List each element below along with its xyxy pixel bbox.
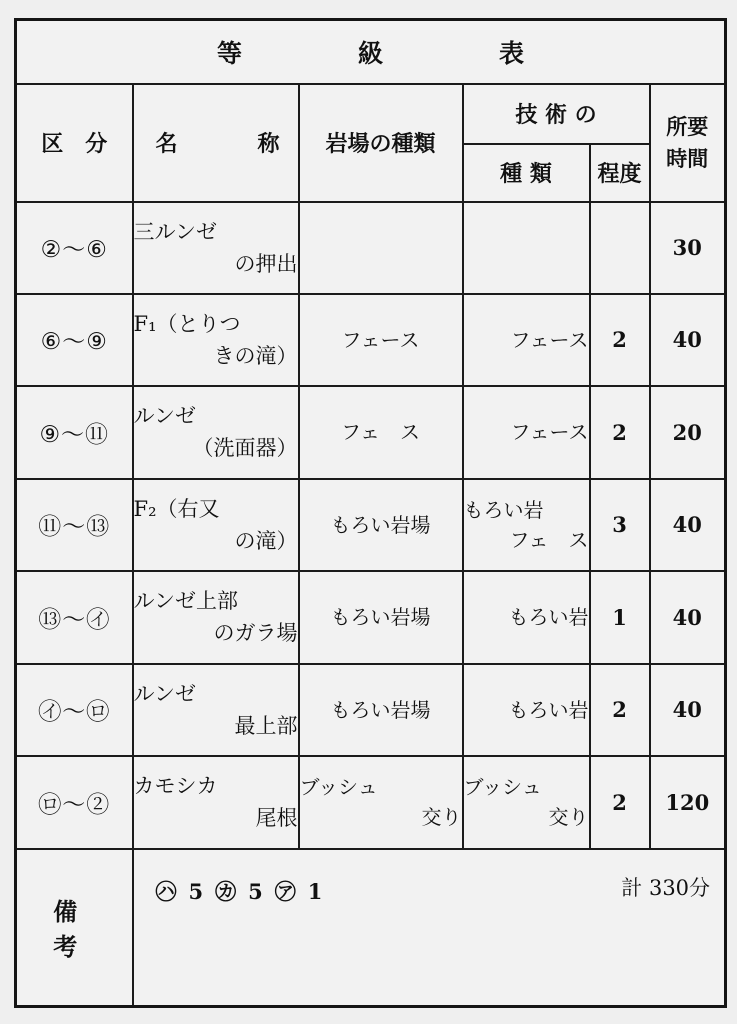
- table-row: [16, 756, 726, 849]
- table-title: [16, 20, 726, 84]
- header-name-left: 名: [155, 131, 178, 157]
- section-cell: ㋑〜㋺: [16, 664, 133, 756]
- degree-cell: [590, 202, 650, 294]
- section-cell: ㋺〜②: [16, 756, 133, 849]
- remarks-label: 備 考: [16, 849, 133, 1007]
- tech-type-cell: もろい岩: [463, 571, 590, 664]
- table-row: [16, 479, 726, 571]
- section-cell: ⑬〜㋑: [16, 571, 133, 664]
- section-cell: ⑥〜⑨: [16, 294, 133, 386]
- name-cell: ルンゼ 最上部: [133, 664, 299, 756]
- table-row: [16, 386, 726, 479]
- rock-type-cell: もろい岩場: [299, 479, 463, 571]
- grade-table: [14, 18, 727, 1008]
- degree-cell: 2: [590, 386, 650, 479]
- section-cell: ⑪〜⑬: [16, 479, 133, 571]
- tech-type-cell: ブッシュ 交り: [463, 756, 590, 849]
- tech-type-cell: もろい岩 フェ ス: [463, 479, 590, 571]
- time-cell: 30: [650, 202, 726, 294]
- header-time: [650, 84, 726, 202]
- total-time: 計 330分: [621, 875, 711, 900]
- title-char: 等: [217, 38, 243, 68]
- remark-mark: ㋩: [155, 878, 177, 904]
- name-cell: ルンゼ上部 のガラ場: [133, 571, 299, 664]
- title-char: 表: [499, 38, 525, 68]
- tech-type-cell: [463, 202, 590, 294]
- name-cell: ルンゼ （洗面器）: [133, 386, 299, 479]
- name-cell: F₁（とりつ きの滝）: [133, 294, 299, 386]
- header-name: [133, 84, 299, 202]
- tech-type-cell: フェース: [463, 386, 590, 479]
- name-cell: 三ルンゼ の押出: [133, 202, 299, 294]
- remarks-row: [16, 849, 726, 1007]
- table-row: [16, 664, 726, 756]
- name-cell: F₂（右又 の滝）: [133, 479, 299, 571]
- remark-value: 5: [248, 878, 263, 904]
- time-cell: 40: [650, 479, 726, 571]
- table-row: [16, 202, 726, 294]
- remark-value: 5: [188, 878, 204, 904]
- title-char: 級: [358, 38, 384, 68]
- header-technique: 技 術 の: [463, 84, 650, 144]
- time-cell: 40: [650, 664, 726, 756]
- tech-type-cell: もろい岩: [463, 664, 590, 756]
- rock-type-cell: フェース: [299, 294, 463, 386]
- degree-cell: 1: [590, 571, 650, 664]
- rock-type-cell: もろい岩場: [299, 571, 463, 664]
- remarks-cell: [133, 849, 726, 1007]
- degree-cell: 2: [590, 664, 650, 756]
- remark-mark: ㋐: [274, 878, 296, 904]
- rock-type-cell: [299, 202, 463, 294]
- name-cell: カモシカ 尾根: [133, 756, 299, 849]
- time-cell: 40: [650, 294, 726, 386]
- time-cell: 20: [650, 386, 726, 479]
- degree-cell: 2: [590, 756, 650, 849]
- section-cell: ⑨〜⑪: [16, 386, 133, 479]
- remark-mark: ㋕: [215, 878, 237, 904]
- header-time-line2: 時間: [666, 145, 709, 171]
- header-time-line1: 所要: [666, 113, 709, 139]
- header-tech-degree: 程度: [590, 144, 650, 202]
- degree-cell: 3: [590, 479, 650, 571]
- rock-type-cell: もろい岩場: [299, 664, 463, 756]
- remarks-items: [156, 876, 335, 906]
- tech-type-cell: フェース: [463, 294, 590, 386]
- remark-value: 1: [307, 878, 323, 904]
- time-cell: 120: [650, 756, 726, 849]
- degree-cell: 2: [590, 294, 650, 386]
- header-rock-type: 岩場の種類: [299, 84, 463, 202]
- rock-type-cell: フェ ス: [299, 386, 463, 479]
- header-section: 区 分: [16, 84, 133, 202]
- table-row: [16, 294, 726, 386]
- table-row: [16, 571, 726, 664]
- section-cell: ②〜⑥: [16, 202, 133, 294]
- rock-type-cell: ブッシュ 交り: [299, 756, 463, 849]
- header-name-right: 称: [257, 131, 280, 157]
- time-cell: 40: [650, 571, 726, 664]
- header-tech-type: 種 類: [463, 144, 590, 202]
